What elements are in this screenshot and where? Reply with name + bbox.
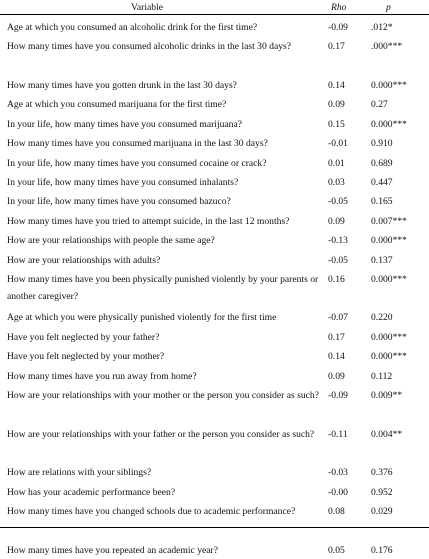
table-header [0,0,429,15]
cell-variable: How are your relationships with your mother or the person you consider as such? [7,390,319,402]
table-body [0,16,429,558]
cell-rho: -0.01 [328,138,348,150]
cell-p: 0.000*** [371,118,407,130]
cell-variable: How are your relationships with people the same age? [7,235,215,247]
table-row [0,461,429,480]
table-row [0,171,429,190]
table-row [0,423,429,462]
table-row [0,210,429,229]
cell-rho: -0.05 [328,196,348,208]
cell-variable: How many times have you changed schools due to academic performance? [7,506,296,518]
cell-rho: 0.14 [328,79,345,91]
cell-rho: -0.11 [328,428,348,440]
cell-rho: -0.13 [328,235,348,247]
table-row [0,93,429,112]
cell-variable: How many times have you been physically punished violently by your parents or another caregiver? [7,273,319,303]
cell-p: 0.004** [371,428,403,440]
cell-variable: How are relations with your siblings? [7,467,152,479]
table-row [0,132,429,151]
cell-rho: 0.08 [328,506,345,518]
table-row [0,16,429,35]
cell-p: 0.952 [371,486,393,498]
cell-p: 0.000*** [371,351,407,363]
table-row [0,113,429,132]
cell-p: 0.009** [371,390,403,402]
cell-p: 0.689 [371,157,393,169]
cell-p: 0.000*** [371,79,407,91]
cell-p: 0.220 [371,312,393,324]
cell-variable: In your life, how many times have you consumed inhalants? [7,176,239,188]
cell-p: 0.176 [371,544,393,556]
cell-variable: In your life, how many times have you consumed cocaine or crack? [7,157,267,169]
table-row [0,345,429,364]
cell-p: 0.27 [371,99,388,111]
cell-variable: Age at which you consumed an alcoholic drink for the first time? [7,22,258,33]
cell-variable: Age at which you consumed marijuana for the first time? [7,99,227,111]
table-row [0,35,429,74]
cell-p: 0.447 [371,176,393,188]
header-rho: Rho [331,2,347,13]
cell-variable: How many times have you repeated an academic year? [7,544,218,556]
cell-rho: 0.17 [328,41,345,53]
cell-rho: 0.05 [328,544,345,556]
cell-p: 0.000*** [371,273,407,285]
cell-variable: Age at which you were physically punished violently for the first time [7,312,277,324]
table-row [0,365,429,384]
table-row [0,229,429,248]
cell-p: 0.007*** [371,215,407,227]
cell-p: 0.137 [371,254,393,266]
table-row [0,481,429,500]
cell-variable: Have you felt neglected by your mother? [7,351,165,363]
cell-p: 0.376 [371,467,393,479]
cell-variable: In your life, how many times have you consumed marijuana? [7,118,242,130]
cell-rho: 0.14 [328,351,345,363]
cell-variable: How are your relationships with adults? [7,254,161,266]
table-row [0,384,429,423]
table-row [0,249,429,268]
table-row [0,74,429,93]
cell-p: .000*** [371,41,403,53]
cell-variable: How many times have you run away from home? [7,370,197,382]
cell-variable: How has your academic performance been? [7,486,176,498]
header-variable: Variable [131,2,163,13]
cell-rho: -0.09 [328,22,348,33]
cell-p: 0.000*** [371,235,407,247]
table-row [0,539,429,558]
cell-rho: -0.03 [328,467,348,479]
cell-p: 0.029 [371,506,393,518]
cell-variable: How many times have you consumed marijuana in the last 30 days? [7,138,268,150]
header-p: p [386,2,391,13]
table-row [0,500,429,539]
cell-rho: 0.01 [328,157,345,169]
cell-rho: 0.17 [328,331,345,343]
cell-rho: -0.05 [328,254,348,266]
cell-rho: 0.03 [328,176,345,188]
cell-rho: 0.09 [328,370,345,382]
cell-rho: 0.15 [328,118,345,130]
table-bottom-rule [0,527,429,528]
cell-variable: How are your relationships with your father or the person you consider as such? [7,428,315,440]
cell-rho: -0.00 [328,486,348,498]
table-row [0,306,429,325]
cell-p: 0.910 [371,138,393,150]
cell-variable: How many times have you gotten drunk in the last 30 days? [7,79,237,91]
cell-variable: How many times have you consumed alcoholic drinks in the last 30 days? [7,41,292,53]
cell-p: 0.165 [371,196,393,208]
cell-p: 0.112 [371,370,393,382]
table-row [0,326,429,345]
cell-rho: -0.09 [328,390,348,402]
table-row [0,190,429,209]
cell-p: .012* [371,22,393,33]
cell-rho: 0.16 [328,273,345,285]
cell-rho: -0.07 [328,312,348,324]
cell-rho: 0.09 [328,215,345,227]
table-row [0,268,429,307]
cell-rho: 0.09 [328,99,345,111]
cell-variable: In your life, how many times have you consumed bazuco? [7,196,231,208]
cell-variable: Have you felt neglected by your father? [7,331,160,343]
cell-p: 0.000*** [371,331,407,343]
cell-variable: How many times have you tried to attempt suicide, in the last 12 months? [7,215,290,227]
table-row [0,152,429,171]
